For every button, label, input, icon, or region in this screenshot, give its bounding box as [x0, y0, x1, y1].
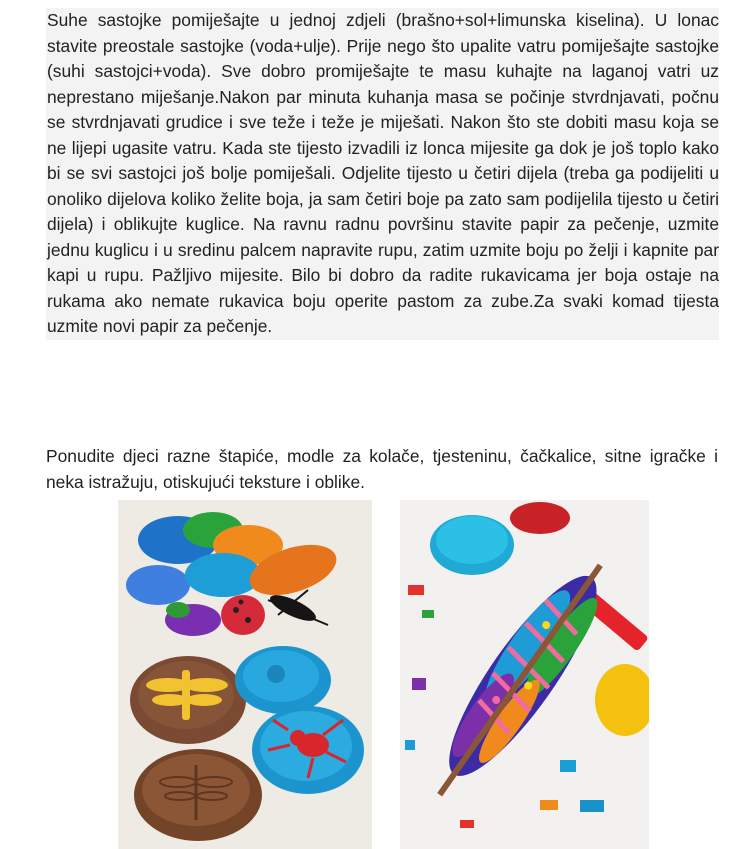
- dough-feather-illustration: [400, 500, 649, 849]
- instructions-paragraph: Suhe sastojke pomiješajte u jednoj zdjeli (brašno+sol+limunska kiselina). U lonac stavite preostale sastojke (voda+ulje). Prije nego što upalite vatru pomiješajte sastojke (suhi sastojci+voda). Sve dobro promiješajte te masu kuhajte na laganoj vatri uz neprestano miješanje.Nakon par minuta kuhanja masa se počinje stvrdnjavati, počnu se stvrdnjavati grudice i sve teže i teže je miješati. Nakon što ste dobiti masu koja se ne lijepi ugasite vatru. Kada ste tijesto izvadili iz lonca mijesite ga dok je još toplo kako bi se svi sastojci još bolje pomiješali. Odjelite tijesto u četiri dijela (treba ga podijeliti u onoliko dijelova koliko želite boja, ja sam četiri boje pa zato sam podijelila tijesto u četiri dijela) i oblikujte kuglice. Na ravnu radnu površinu stavite papir za pečenje, uzmite jednu kuglicu i u sredinu palcem napravite rupu, zatim uzmite boju po želji i kapnite par kapi u rupu. Pažljivo mijesite. Bilo bi dobro da radite rukavicama jer boja ostaje na rukama ako nemate rukavica boju operite pastom za zube.Za svaki komad tijesta uzmite novi papir za pečenje.: [46, 8, 719, 340]
- dough-feather-photo: [400, 500, 649, 849]
- activity-paragraph: Ponudite djeci razne štapiće, modle za kolače, tjesteninu, čačkalice, sitne igračke i neka istražuju, otiskujući teksture i oblike.: [46, 446, 718, 492]
- toy-insects-photo: [118, 500, 372, 849]
- toy-insects-illustration: [118, 500, 372, 849]
